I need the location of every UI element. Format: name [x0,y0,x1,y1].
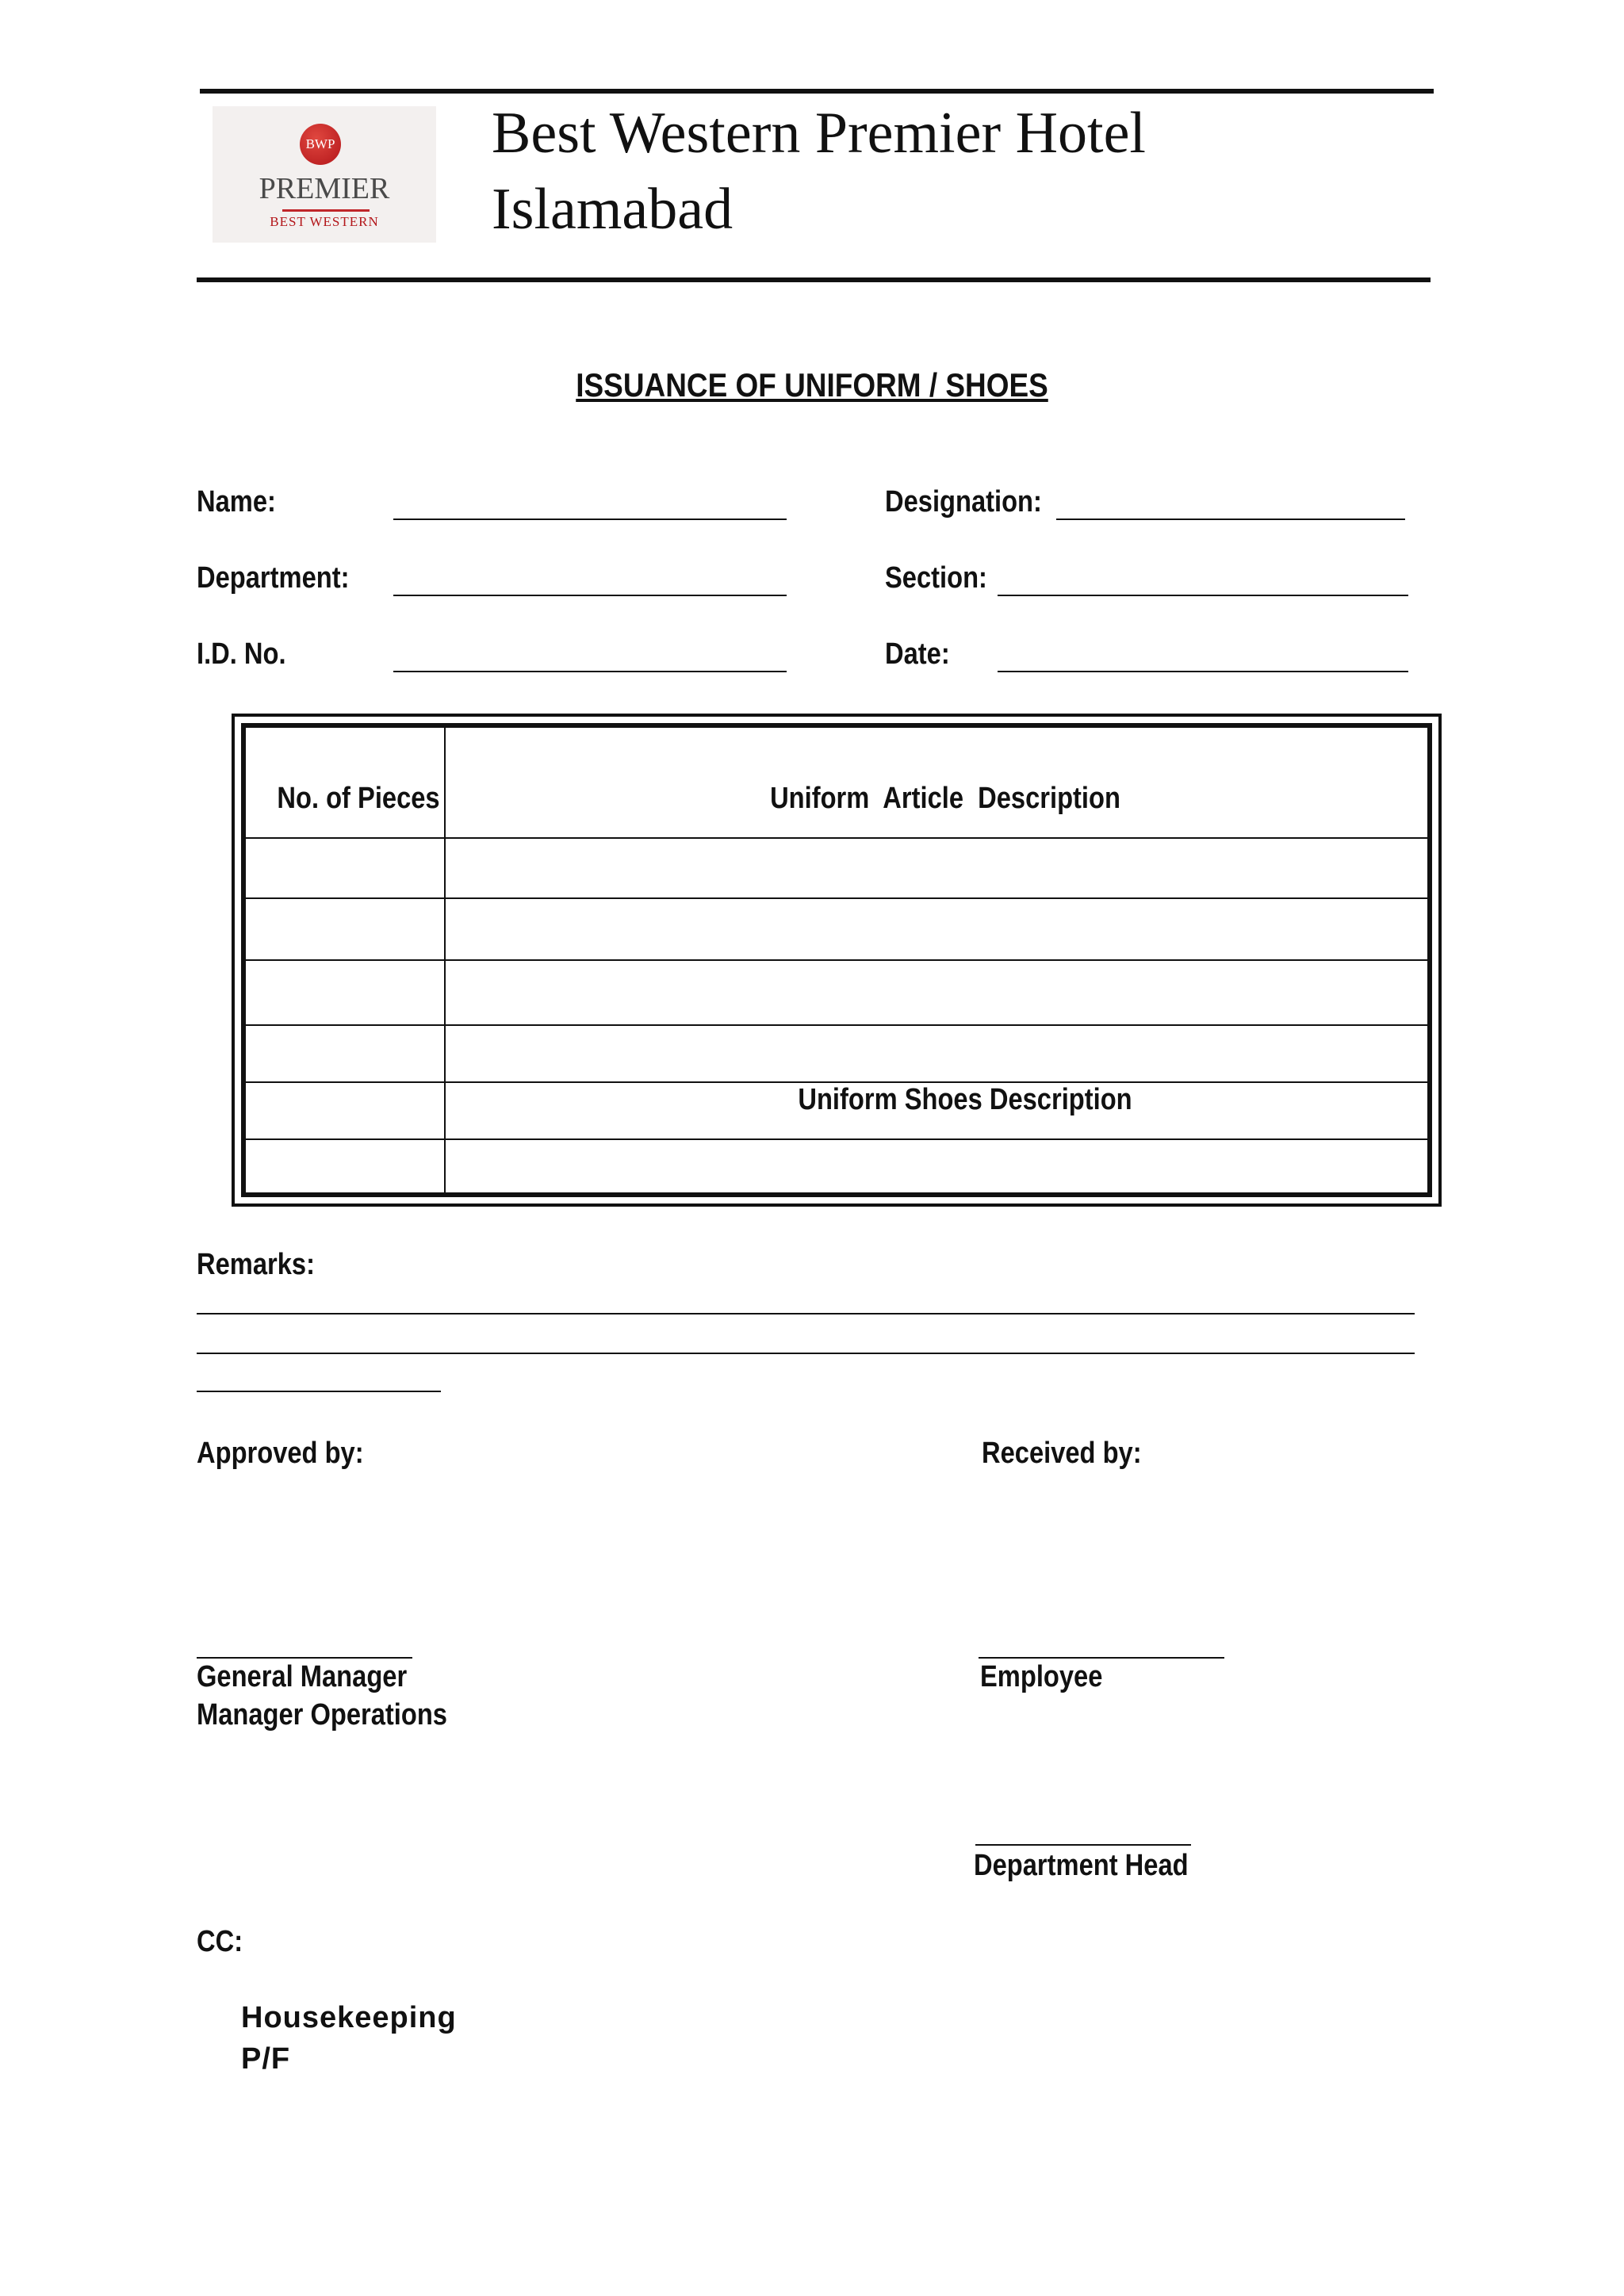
designation-label: Designation: [885,485,1042,519]
pieces-column-header: No. of Pieces [277,782,440,815]
form-title: ISSUANCE OF UNIFORM / SHOES [576,366,1048,404]
shoes-description-header: Uniform Shoes Description [798,1083,1132,1116]
department-head-label: Department Head [974,1849,1189,1882]
table-row-divider [241,1138,1432,1140]
name-label: Name: [197,485,276,519]
approved-by-label: Approved by: [197,1437,364,1470]
date-label: Date: [885,637,950,671]
designation-field[interactable] [1056,519,1405,520]
department-head-signature-line[interactable] [975,1844,1191,1846]
remarks-line-3[interactable] [197,1391,441,1392]
hotel-title-line1: Best Western Premier Hotel [492,101,1146,166]
remarks-line-2[interactable] [197,1353,1415,1354]
section-label: Section: [885,561,987,595]
employee-signature-line[interactable] [979,1657,1224,1659]
received-by-label: Received by: [982,1437,1142,1470]
cc-item-housekeeping: Housekeeping [241,2001,457,2034]
name-field[interactable] [393,519,787,520]
manager-operations-label: Manager Operations [197,1698,447,1732]
employee-label: Employee [980,1660,1103,1693]
remarks-label: Remarks: [197,1248,315,1281]
logo-wordmark: PREMIER [259,172,390,205]
department-label: Department: [197,561,350,595]
header-top-rule [200,89,1434,94]
id-no-label: I.D. No. [197,637,286,671]
logo-subtitle: BEST WESTERN [270,214,379,229]
general-manager-signature-line[interactable] [197,1657,412,1659]
table-row-divider [241,959,1432,961]
department-field[interactable] [393,595,787,596]
header-bottom-rule [197,277,1431,282]
general-manager-label: General Manager [197,1660,408,1693]
cc-item-pf: P/F [241,2042,291,2076]
hotel-title-line2: Islamabad [492,177,733,242]
cc-label: CC: [197,1925,243,1958]
table-row-divider [241,837,1432,839]
id-no-field[interactable] [393,671,787,672]
hotel-logo [213,106,436,243]
table-row-divider [241,1024,1432,1026]
remarks-line-1[interactable] [197,1313,1415,1314]
date-field[interactable] [998,671,1408,672]
hotel-title [492,95,1404,247]
logo-badge: BWP [300,124,341,165]
description-column-header: Uniform Article Description [770,782,1120,815]
section-field[interactable] [998,595,1408,596]
logo-divider [282,209,370,212]
table-row-divider [241,897,1432,899]
